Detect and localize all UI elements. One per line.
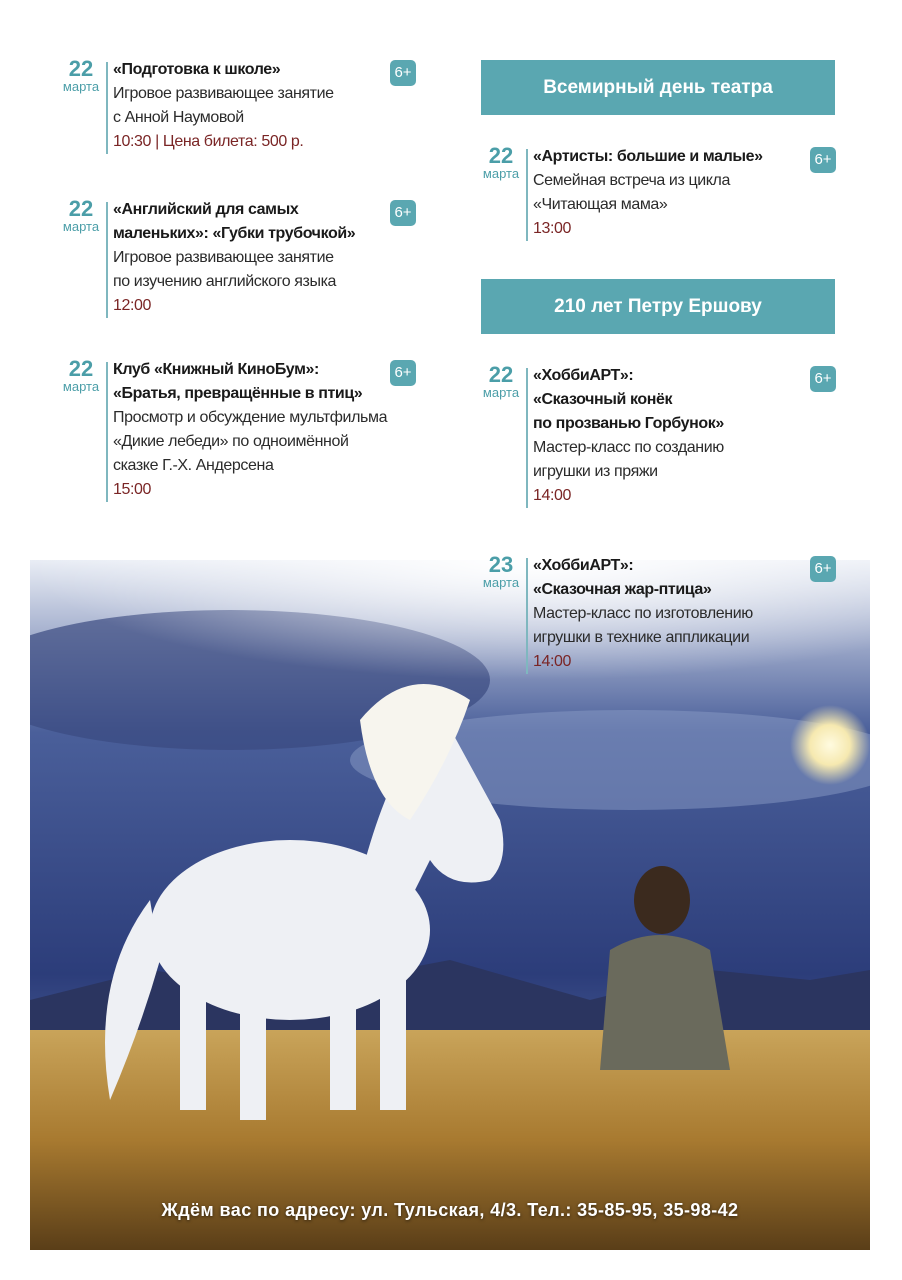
event-title: «Сказочная жар-птица» [533, 581, 712, 598]
date-day: 22 [68, 56, 94, 81]
date-day: 22 [488, 143, 514, 168]
event-date [60, 358, 102, 394]
event-desc: Мастер-класс по созданию [533, 439, 724, 456]
event-title: по прозванью Горбунок» [533, 415, 724, 432]
event-firebird [480, 554, 836, 674]
date-day: 22 [68, 356, 94, 381]
event-date [480, 554, 522, 590]
age-badge: 6+ [810, 147, 836, 173]
event-title: «Артисты: большие и малые» [533, 148, 763, 165]
event-title: «ХоббиАРТ»: [533, 557, 634, 574]
date-month: марта [482, 385, 520, 400]
event-time: 14:00 [533, 487, 572, 504]
event-desc: «Читающая мама» [533, 196, 668, 213]
divider [106, 202, 108, 318]
divider [526, 368, 528, 508]
event-title: маленьких»: «Губки трубочкой» [113, 225, 356, 242]
event-title: «ХоббиАРТ»: [533, 367, 634, 384]
event-title: «Сказочный конёк [533, 391, 673, 408]
event-gorbunok [480, 364, 836, 508]
section-header-theatre-day: Всемирный день театра [481, 60, 835, 115]
event-desc: с Анной Наумовой [113, 109, 244, 126]
age-badge: 6+ [810, 366, 836, 392]
event-title: Клуб «Книжный КиноБум»: [113, 361, 319, 378]
event-artists [480, 145, 836, 241]
footer-address: Ждём вас по адресу: ул. Тульская, 4/3. Тел.: 35-85-95, 35-98-42 [161, 1200, 739, 1220]
age-badge: 6+ [390, 200, 416, 226]
event-desc: Семейная встреча из цикла [533, 172, 730, 189]
event-date [60, 198, 102, 234]
date-month: марта [62, 79, 100, 94]
event-desc: Игровое развивающее занятие [113, 249, 334, 266]
date-day: 23 [488, 552, 514, 577]
event-time: 12:00 [113, 297, 152, 314]
divider [526, 149, 528, 241]
event-time: 10:30 | Цена билета: 500 р. [113, 133, 304, 150]
event-title: «Братья, превращённые в птиц» [113, 385, 363, 402]
divider [526, 558, 528, 674]
event-english [60, 198, 416, 318]
date-month: марта [62, 379, 100, 394]
date-day: 22 [68, 196, 94, 221]
age-badge: 6+ [390, 60, 416, 86]
event-desc: Мастер-класс по изготовлению [533, 605, 753, 622]
event-kinobum [60, 358, 416, 502]
event-desc: Просмотр и обсуждение мультфильма [113, 409, 388, 426]
event-title: «Английский для самых [113, 201, 299, 218]
date-month: марта [62, 219, 100, 234]
event-date [60, 58, 102, 94]
divider [106, 362, 108, 502]
event-time: 14:00 [533, 653, 572, 670]
event-school-prep [60, 58, 416, 154]
event-desc: сказке Г.-Х. Андерсена [113, 457, 274, 474]
event-date [480, 364, 522, 400]
event-date [480, 145, 522, 181]
event-time: 15:00 [113, 481, 152, 498]
event-desc: игрушки в технике аппликации [533, 629, 750, 646]
event-desc: по изучению английского языка [113, 273, 337, 290]
event-title: «Подготовка к школе» [113, 61, 281, 78]
date-month: марта [482, 575, 520, 590]
divider [106, 62, 108, 154]
event-time: 13:00 [533, 220, 572, 237]
age-badge: 6+ [390, 360, 416, 386]
age-badge: 6+ [810, 556, 836, 582]
event-desc: «Дикие лебеди» по одноимённой [113, 433, 349, 450]
date-month: марта [482, 166, 520, 181]
event-desc: Игровое развивающее занятие [113, 85, 334, 102]
section-header-ershov: 210 лет Петру Ершову [481, 279, 835, 334]
event-desc: игрушки из пряжи [533, 463, 658, 480]
date-day: 22 [488, 362, 514, 387]
